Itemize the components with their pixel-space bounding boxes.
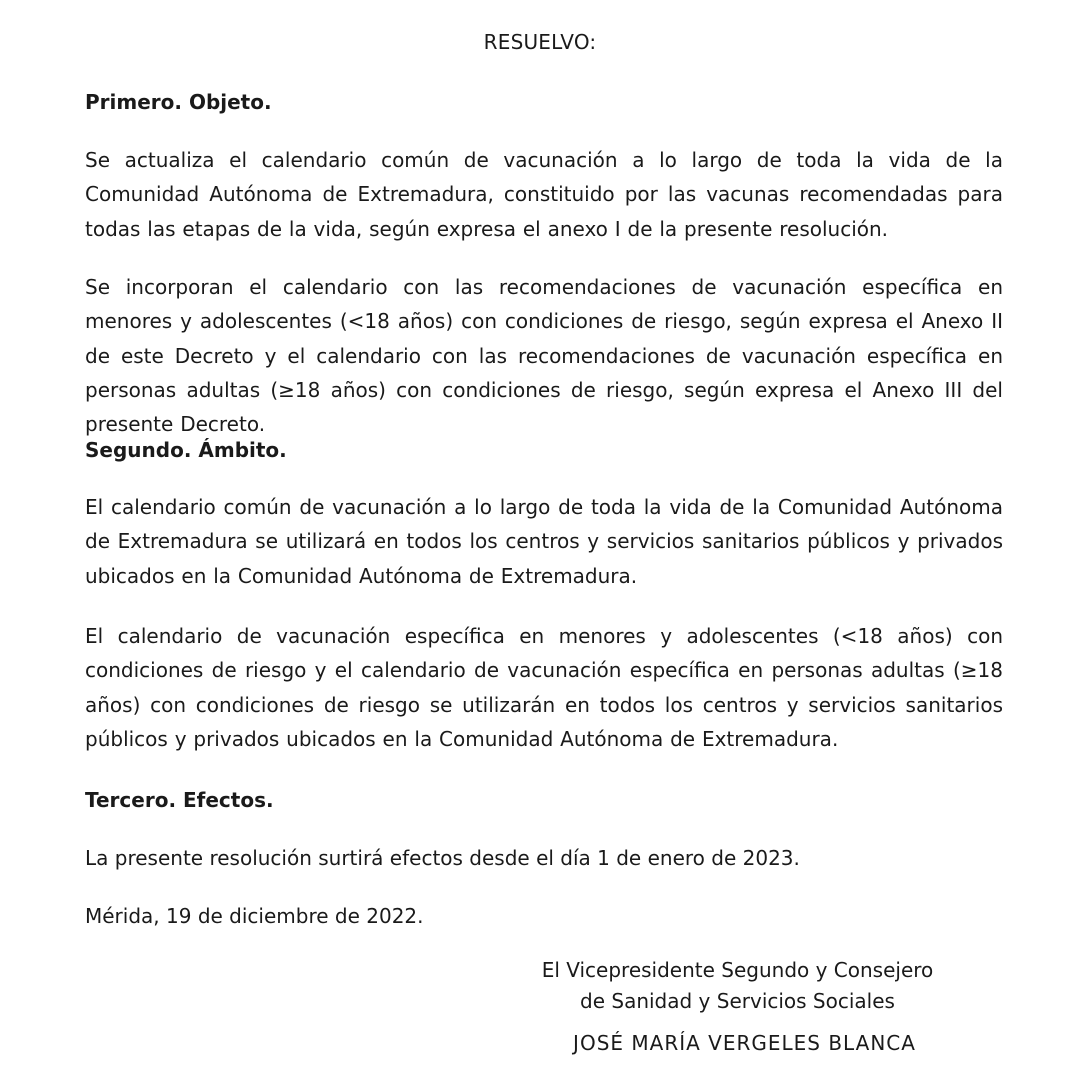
section-title-segundo: Segundo. Ámbito. bbox=[85, 438, 287, 462]
signature-name: JOSÉ MARÍA VERGELES BLANCA bbox=[573, 1031, 916, 1055]
signature-position-line1: El Vicepresidente Segundo y Consejero bbox=[541, 958, 934, 982]
paragraph-ambito-1: El calendario común de vacunación a lo largo de toda la vida de la Comunidad Autónoma de Extremadura se utilizará en todos los centros y servicios sanitarios públicos y privados ubicados en la Comunidad Autónoma de Extremadura. bbox=[85, 495, 1003, 588]
section-title-primero: Primero. Objeto. bbox=[85, 90, 272, 114]
place-date: Mérida, 19 de diciembre de 2022. bbox=[85, 904, 424, 928]
paragraph-efectos: La presente resolución surtirá efectos desde el día 1 de enero de 2023. bbox=[85, 846, 800, 870]
paragraph-objeto-2: Se incorporan el calendario con las recomendaciones de vacunación específica en menores y adolescentes (<18 años) con condiciones de riesgo, según expresa el Anexo II de este Decreto y el calendario con las recomendaciones de vacunación específica en personas adultas (≥18 años) con condiciones de riesgo, según expresa el Anexo III del presente Decreto. bbox=[85, 275, 1003, 437]
paragraph-ambito-2: El calendario de vacunación específica en menores y adolescentes (<18 años) con condiciones de riesgo y el calendario de vacunación específica en personas adultas (≥18 años) con condiciones de riesgo se utilizarán en todos los centros y servicios sanitarios públicos y privados ubicados en la Comunidad Autónoma de Extremadura. bbox=[85, 624, 1003, 751]
signature-block bbox=[470, 955, 1005, 1057]
document-heading: RESUELVO: bbox=[483, 30, 597, 54]
section-title-tercero: Tercero. Efectos. bbox=[85, 788, 274, 812]
signature-position-line2: de Sanidad y Servicios Sociales bbox=[580, 989, 895, 1013]
paragraph-objeto-1: Se actualiza el calendario común de vacunación a lo largo de toda la vida de la Comunidad Autónoma de Extremadura, constituido por las vacunas recomendadas para todas las etapas de la vida, según expresa el anexo I de la presente resolución. bbox=[85, 148, 1003, 241]
